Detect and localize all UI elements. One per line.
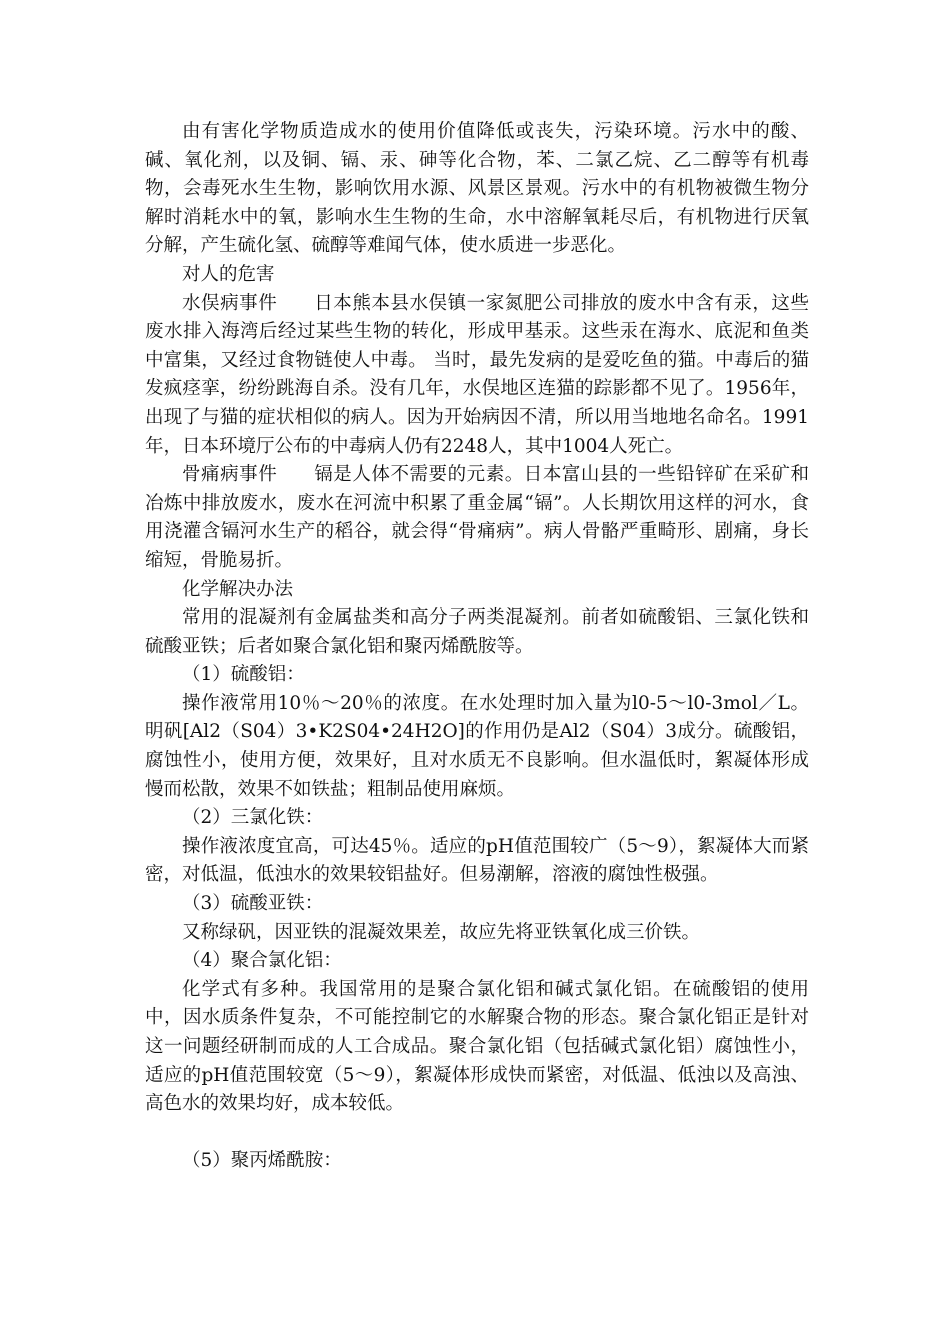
itai-itai-paragraph [145,461,809,575]
minamata-body: 日本熊本县水俣镇一家氮肥公司排放的废水中含有汞，这些废水排入海湾后经过某些生物的转化，形成甲基汞。这些汞在海水、底泥和鱼类中富集，又经过食物链使人中毒。 当时，最先发病的是爱吃鱼的猫。中毒后的猫发疯痉挛，纷纷跳海自杀。没有几年，水俣地区连猫的踪影都不见了。1956年，出现了与猫的症状相似的病人。因为开始病因不清，所以用当地地名命名。1991年，日本环境厅公布的中毒病人仍有2248人，其中1004人死亡。 [145,292,809,457]
item-1-label: （1）硫酸铝： [182,664,305,686]
intro-paragraph: 由有害化学物质造成水的使用价值降低或丧失，污染环境。污水中的酸、碱、氧化剂，以及铜、镉、汞、砷等化合物，苯、二氯乙烷、乙二醇等有机毒物，会毒死水生生物，影响饮用水源、风景区景观。污水中的有机物被微生物分解时消耗水中的氧，影响水生生物的生命，水中溶解氧耗尽后，有机物进行厌氧分解，产生硫化氢、硫醇等难闻气体，使水质进一步恶化。 [145,121,809,257]
item-2-label: （2）三氯化铁： [182,807,324,829]
item-3-body: 又称绿矾，因亚铁的混凝效果差，故应先将亚铁氧化成三价铁。 [182,921,701,943]
item-3-label: （3）硫酸亚铁： [182,893,324,915]
item-4-body: 化学式有多种。我国常用的是聚合氯化铝和碱式氯化铝。在硫酸铝的使用中，因水质条件复杂，不可能控制它的水解聚合物的形态。聚合氯化铝正是针对这一问题经研制而成的人工合成品。聚合氯化铝（包括碱式氯化铝）腐蚀性小，适应的pH值范围较宽（5～9），絮凝体形成快而紧密，对低温、低浊以及高浊、高色水的效果均好，成本较低。 [145,978,809,1115]
coagulant-intro-paragraph: 常用的混凝剂有金属盐类和高分子两类混凝剂。前者如硫酸铝、三氯化铁和硫酸亚铁；后者如聚合氯化铝和聚丙烯酰胺等。 [145,607,809,657]
itai-itai-body: 镉是人体不需要的元素。日本富山县的一些铅锌矿在采矿和冶炼中排放废水，废水在河流中积累了重金属“镉”。人长期饮用这样的河水，食用浇灌含镉河水生产的稻谷，就会得“骨痛病”。病人骨骼严重畸形、剧痛，身长缩短，骨脆易折。 [145,464,809,571]
document-page [145,118,809,1175]
item-5-label: （5）聚丙烯酰胺： [182,1149,342,1171]
item-2-body: 操作液浓度宜高，可达45％。适应的pH值范围较广（5～9），絮凝体大而紧密，对低温，低浊水的效果较铝盐好。但易潮解，溶液的腐蚀性极强。 [145,835,809,886]
item-4-label: （4）聚合氯化铝： [182,950,342,972]
section-heading-harm: 对人的危害 [182,263,275,285]
itai-itai-title: 骨痛病事件 [182,464,278,486]
minamata-title: 水俣病事件 [182,292,278,314]
minamata-paragraph [145,290,809,462]
item-1-body: 操作液常用10％～20％的浓度。在水处理时加入量为l0-5～l0-3mol／L。明矾[Al2（S04）3•K2S04•24H2O]的作用仍是Al2（S04）3成分。硫酸铝，腐蚀性小，使用方便，效果好，且对水质无不良影响。但水温低时，絮凝体形成慢而松散，效果不如铁盐；粗制品使用麻烦。 [145,692,809,800]
section-heading-solution: 化学解决办法 [182,578,294,600]
